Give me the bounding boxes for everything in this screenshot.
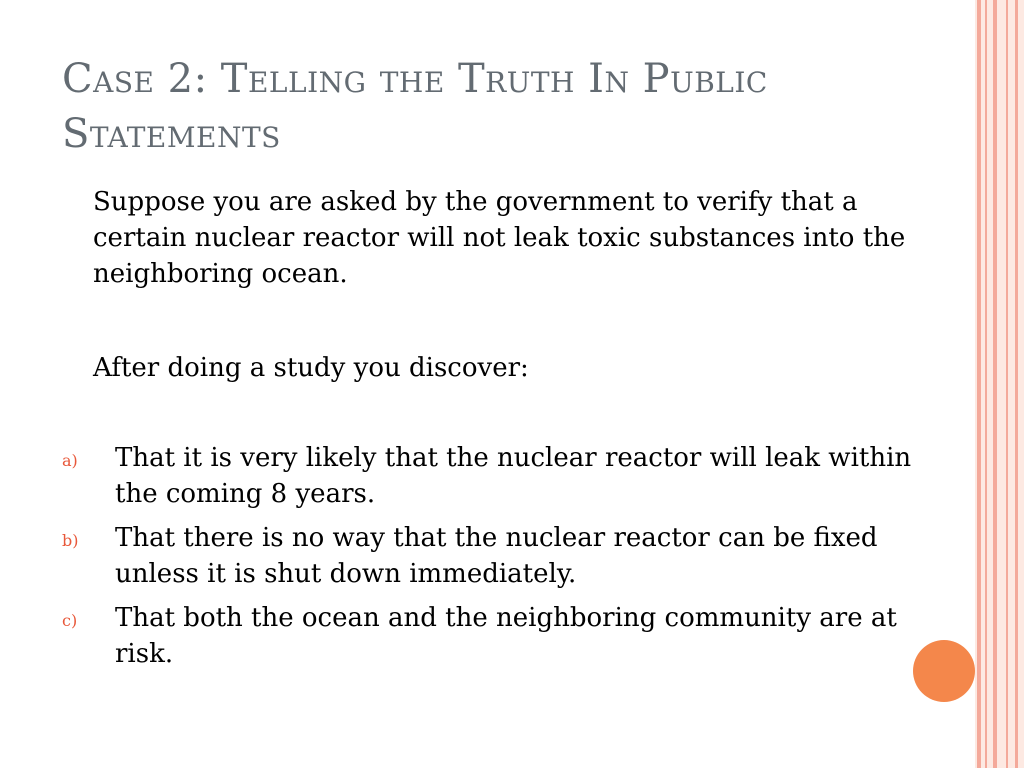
- border-stripe: [993, 0, 997, 768]
- findings-list: [62, 440, 912, 680]
- list-marker: b): [62, 531, 79, 550]
- list-marker: a): [62, 451, 78, 470]
- border-stripe: [977, 0, 981, 768]
- list-item: [62, 600, 912, 672]
- list-item: [62, 440, 912, 512]
- list-item-text: That both the ocean and the neighboring community are at risk.: [115, 603, 897, 669]
- accent-circle: [913, 640, 975, 702]
- border-stripe: [1015, 0, 1018, 768]
- list-item-text: That it is very likely that the nuclear reactor will leak within the coming 8 years.: [115, 443, 912, 509]
- border-stripe: [1006, 0, 1008, 768]
- border-stripe: [985, 0, 987, 768]
- discovery-paragraph: After doing a study you discover:: [93, 353, 529, 383]
- intro-paragraph: Suppose you are asked by the government to verify that a certain nuclear reactor will not leak toxic substances into the neighboring ocean.: [93, 187, 906, 289]
- list-item-text: That there is no way that the nuclear reactor can be fixed unless it is shut down immediately.: [115, 523, 878, 589]
- slide-title: Case 2: Telling the Truth In Public Statements: [62, 56, 768, 157]
- list-marker: c): [62, 611, 78, 630]
- list-item: [62, 520, 912, 592]
